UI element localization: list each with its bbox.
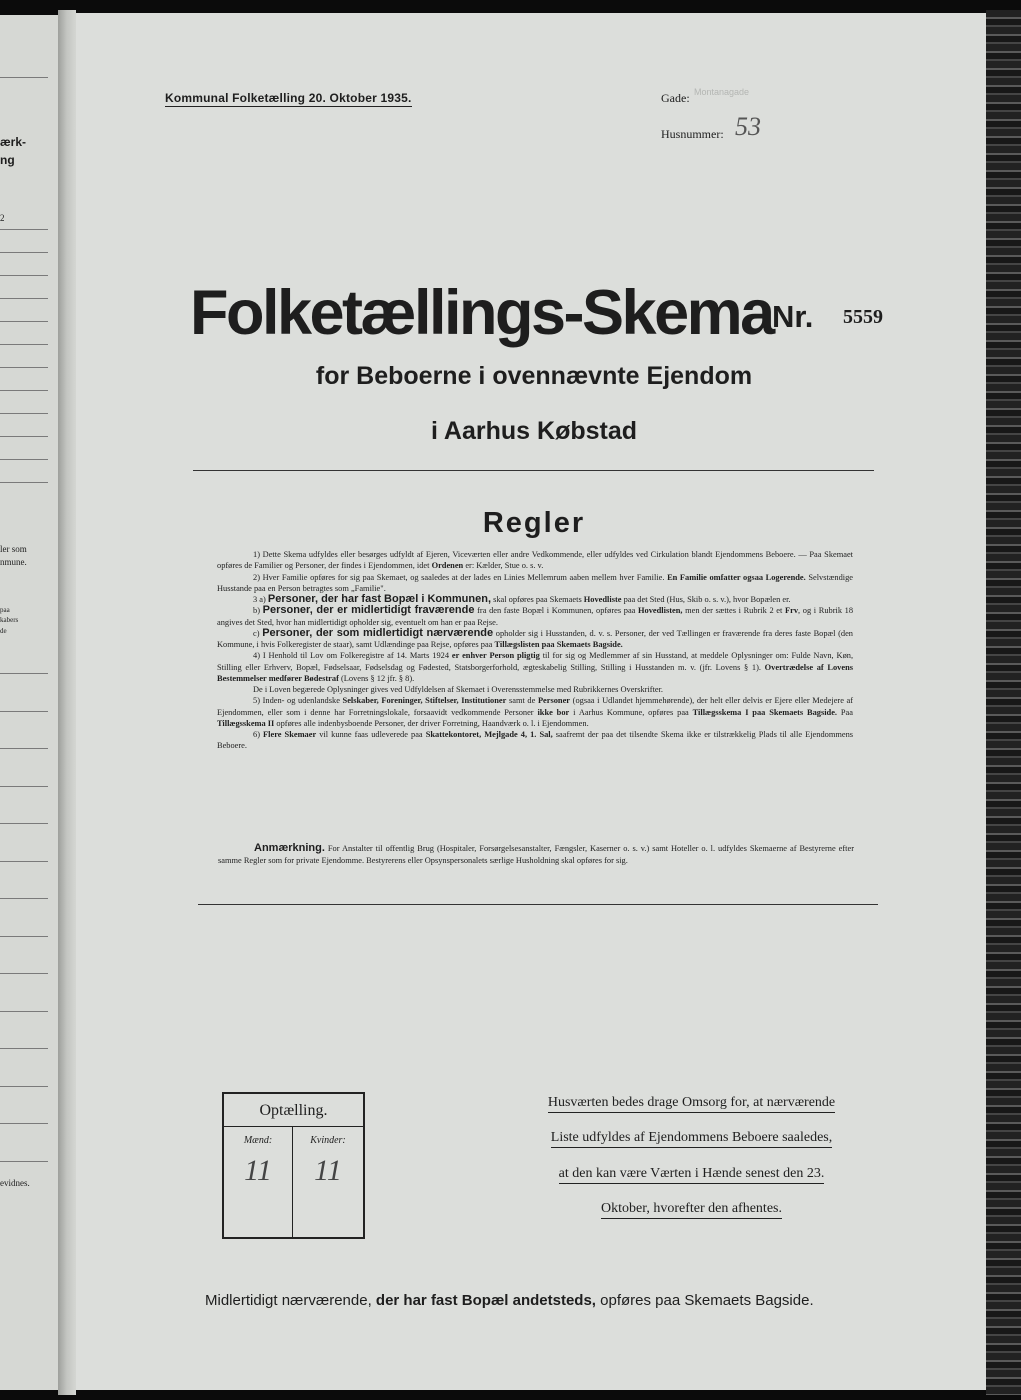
form-rule [0, 436, 48, 437]
rule-text: Selvstændige Husstande paa en Person betragtes som „Familie". [217, 572, 854, 593]
landlord-notice-line [520, 1201, 863, 1217]
form-rule [0, 344, 48, 345]
rule-text: b) [253, 606, 260, 616]
rule-emphasis: Ordenen [431, 561, 464, 571]
text-fragment: paa [0, 606, 10, 614]
form-rule [0, 77, 48, 78]
form-rule [0, 1123, 48, 1124]
text-fragment: nmune. [0, 557, 27, 567]
form-rule [0, 1086, 48, 1087]
rule-lead: Personer, der har fast Bopæl i Kommunen, [267, 593, 491, 605]
rule-3b [217, 605, 853, 628]
rule-emphasis: Personer [537, 696, 571, 706]
rules-body [217, 549, 853, 752]
rule-text: paa det Sted (Hus, Skib o. s. v.), hvor Bopælen er. [623, 595, 791, 604]
number-label: Nr. [772, 299, 814, 334]
rule-emphasis: Tillægsskema I paa Skemaets Bagside. [692, 707, 838, 717]
rule-5 [217, 695, 853, 729]
text-fragment: evidnes. [0, 1178, 30, 1188]
form-rule [0, 482, 48, 483]
footer-text: opføres paa Skemaets Bagside. [600, 1292, 814, 1309]
form-rule [0, 1161, 48, 1162]
rule-text: i Aarhus Kommune, opføres paa [573, 707, 689, 717]
men-count-handwritten: 11 [244, 1154, 272, 1187]
previous-page-strip [0, 15, 58, 1390]
rule-3c [217, 628, 853, 651]
rule-4 [217, 650, 853, 684]
rule-emphasis: ikke bor [537, 707, 570, 717]
rule-emphasis: En Familie omfatter ogsaa Logerende. [667, 572, 806, 582]
street-stamp: Montanagade [694, 87, 750, 97]
form-rule [0, 252, 48, 253]
landlord-notice-line [520, 1130, 863, 1146]
page-title: Folketællings-Skema [190, 278, 773, 348]
rule-4-continued [217, 684, 853, 695]
rule-emphasis: Frv [785, 606, 799, 616]
house-number-handwritten: 53 [735, 112, 761, 141]
form-rule [0, 229, 48, 230]
women-label: Kvinder: [310, 1135, 346, 1146]
form-rule [0, 823, 48, 824]
rule-text: , og i Rubrik 18 angives det Sted, hvor han midlertidigt opholder sig, eventuelt om han er paa Rejse. [217, 606, 854, 627]
rule-lead: Personer, der er midlertidigt fraværende [262, 604, 475, 617]
remark-paragraph [218, 843, 854, 866]
binding-spine [58, 10, 76, 1395]
text-fragment: ng [0, 153, 15, 167]
count-box [222, 1092, 365, 1239]
divider [193, 470, 874, 471]
form-rule [0, 786, 48, 787]
form-rule [0, 898, 48, 899]
rule-emphasis: Hovedlisten, [638, 606, 683, 616]
text-fragment: kabers [0, 616, 19, 624]
rule-text: 6) [253, 730, 260, 739]
notice-text: Oktober, hvorefter den afhentes. [601, 1201, 782, 1219]
form-rule [0, 936, 48, 937]
rule-2 [217, 572, 853, 595]
form-rule [0, 1048, 48, 1049]
form-rule [0, 298, 48, 299]
form-rule [0, 275, 48, 276]
form-rule [0, 973, 48, 974]
rule-lead: Personer, der som midlertidigt nærværende [262, 626, 494, 639]
men-label: Mænd: [243, 1135, 273, 1146]
form-rule [0, 390, 48, 391]
form-rule [0, 459, 48, 460]
rule-emphasis: Flere Skemaer [263, 730, 317, 739]
text-fragment: 2 [0, 213, 5, 223]
count-box-rule [224, 1126, 363, 1127]
text-fragment: ler som [0, 544, 27, 554]
form-rule [0, 711, 48, 712]
rule-emphasis: Overtrædelse af Lovens Bestemmelser medfører Bødestraf [217, 662, 853, 683]
rule-text: skal opføres paa Skemaets [493, 595, 582, 604]
form-rule [0, 321, 48, 322]
rule-text: til for sig og Medlemmer af sin Husstand, at meddele Oplysninger om: Fulde Navn, Køn, Stilling eller Erhverv, Bopæl, Fødselsaar, Fødselsdag og Fødested, Statsborgerforhold, ægteskabelig Stilling, Stilling i Husstanden m. v. (jfr. Lovens § 1). [217, 651, 854, 672]
notice-text: Liste udfyldes af Ejendommens Beboere saaledes, [551, 1130, 832, 1148]
page-stack-edge [986, 10, 1021, 1395]
notice-text: at den kan være Værten i Hænde senest den 23. [559, 1166, 825, 1184]
rule-text: Paa [840, 707, 853, 717]
rule-text: saafremt der paa det tilsendte Skema ikke er tilstrækkelig Plads til alle Ejendommens Beboere. [217, 730, 854, 751]
rule-text: c) [253, 628, 260, 638]
rule-text: er: Kælder, Stue o. s. v. [465, 561, 544, 571]
text-fragment: de [0, 627, 7, 635]
rule-text: opføres alle indenbysboende Personer, der driver Forretning, Haandværk o. l. i Ejendommen. [276, 718, 589, 728]
footer-text: Midlertidigt nærværende, [205, 1292, 372, 1309]
footer-emphasis: der har fast Bopæl andetsteds, [375, 1292, 596, 1309]
rule-1 [217, 549, 853, 572]
subtitle-residents: for Beboerne i ovennævnte Ejendom [315, 362, 753, 390]
landlord-notice-line [520, 1095, 863, 1111]
notice-text: Husværten bedes drage Omsorg for, at nærværende [548, 1095, 835, 1113]
rule-text: 2) Hver Familie opføres for sig paa Skemaet, og saaledes at der lades en Linies Mellemrum aaben mellem hver Familie. [253, 572, 665, 582]
rule-emphasis: Selskaber, Foreninger, Stiftelser, Institutioner [342, 696, 507, 706]
count-title: Optælling. [259, 1102, 328, 1119]
form-rule [0, 1011, 48, 1012]
rule-text: men der sættes i Rubrik 2 et [685, 606, 783, 616]
rule-text: 3 a) [253, 595, 266, 604]
rule-emphasis: Hovedliste [583, 595, 622, 604]
women-count-handwritten: 11 [314, 1154, 342, 1187]
rule-emphasis: Skattekontoret, Mejlgade 4, 1. Sal, [425, 730, 553, 739]
rule-emphasis: Tillægsskema II [217, 718, 275, 728]
form-rule [0, 861, 48, 862]
rules-heading: Regler [482, 507, 586, 539]
house-number-label: Husnummer: [661, 127, 724, 141]
rule-text: vil kunne faas udleverede paa [319, 730, 423, 739]
rule-text: (ogsaa i Udlandet hjemmehørende), der helt eller delvis er Ejere eller Medejere af Ejendommen, eller som i denne har Forretningslokale, forsaavidt vedkommende Personer [217, 696, 854, 717]
rule-text: fra den faste Bopæl i Kommunen, opføres paa [477, 606, 636, 616]
rule-text: opholder sig i Husstanden, d. v. s. Personer, der ved Tællingen er fraværende fra deres faste Bopæl (den Kommune, i hvis Folkeregister de staar), samt Udlændinge paa Rejse, opføres paa [217, 628, 853, 649]
rule-text: (Lovens § 12 jfr. § 8). [340, 673, 415, 683]
landlord-notice-line [520, 1166, 863, 1182]
census-header: Kommunal Folketælling 20. Oktober 1935. [165, 91, 412, 105]
rule-text: samt de [508, 696, 536, 706]
rule-text: 5) Inden- og udenlandske [253, 696, 340, 706]
form-rule [0, 748, 48, 749]
rule-text: 1) Dette Skema udfyldes eller besørges udfyldt af Ejeren, Viceværten eller andre Vedkommende, eller udfyldes ved Cirkulation blandt Ejendommens Beboere. — Paa Skemaet opføres de Familier og Personer, der findes i Ejendommen, idet [217, 550, 853, 571]
form-rule [0, 673, 48, 674]
footer-note [205, 1292, 814, 1309]
divider [198, 904, 878, 905]
rule-text: De i Loven begærede Oplysninger gives ved Udfyldelsen af Skemaet i Overensstemmelse med Rubrikkernes Overskrifter. [253, 685, 664, 694]
street-label: Gade: [661, 91, 690, 105]
schema-number: 5559 [843, 306, 883, 328]
rule-6 [217, 729, 853, 752]
rule-emphasis: er enhver Person pligtig [451, 651, 540, 661]
remark-lead: Anmærkning. [254, 842, 325, 854]
text-fragment: ærk- [0, 135, 27, 149]
form-rule [0, 367, 48, 368]
subtitle-town: i Aarhus Købstad [430, 417, 638, 445]
remark-text: For Anstalter til offentlig Brug (Hospitaler, Forsørgelsesanstalter, Fængsler, Kaserner o. s. v.) samt Hoteller o. l. udfyldes Skemaerne af Bestyrerne efter samme Regler som for private Ejendomme. Bestyrerens eller Opsynspersonalets særlige Husholdning skal opføres for sig. [218, 844, 855, 865]
form-rule [0, 413, 48, 414]
rule-text: 4) I Henhold til Lov om Folkeregistre af 14. Marts 1924 [253, 651, 450, 661]
rule-emphasis: Tillægslisten paa Skemaets Bagside. [494, 640, 623, 649]
